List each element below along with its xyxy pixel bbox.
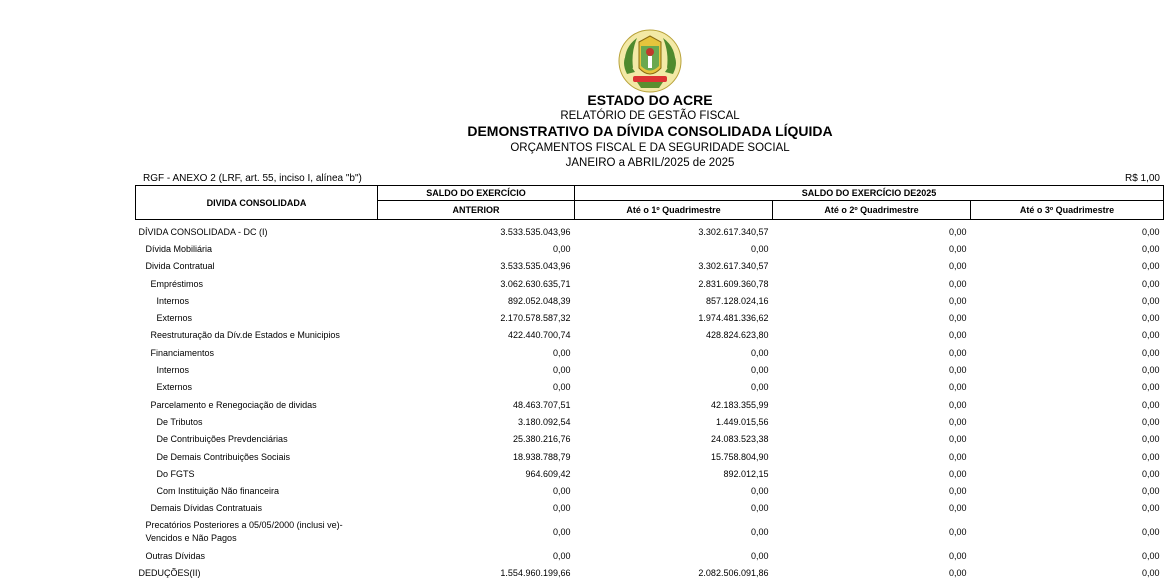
table-row (136, 547, 1164, 564)
row-label: Dívida Mobiliária (145, 243, 213, 254)
row-value-q2: 0,00 (948, 261, 967, 272)
row-value-q3: 0,00 (1141, 434, 1160, 445)
row-value-q3: 0,00 (1141, 226, 1160, 237)
row-value-q2: 0,00 (948, 330, 967, 341)
row-value-q3: 0,00 (1141, 468, 1160, 479)
table-row (136, 396, 1164, 413)
row-value-q1: 0,00 (750, 347, 769, 358)
column-header-group: SALDO DO EXERCÍCIO DE2025 (575, 186, 1164, 201)
row-label: Internos (156, 295, 190, 306)
row-value-q3: 0,00 (1141, 567, 1160, 578)
column-header-q3: Até o 3º Quadrimestre (971, 201, 1164, 220)
table-row (136, 309, 1164, 326)
row-value-q2: 0,00 (948, 486, 967, 497)
row-label: Empréstimos (150, 278, 204, 289)
row-value-q1: 0,00 (750, 527, 769, 538)
row-value-previous: 3.533.535.043,96 (500, 226, 571, 237)
row-value-previous: 0,00 (552, 243, 571, 254)
table-row (136, 275, 1164, 292)
debt-table (135, 185, 1164, 582)
row-label: Externos (156, 382, 193, 393)
row-value-q1: 24.083.523,38 (710, 434, 769, 445)
row-value-previous: 1.554.960.199,66 (500, 567, 571, 578)
report-name: RELATÓRIO DE GESTÃO FISCAL (560, 110, 740, 122)
row-value-previous: 964.609,42 (525, 468, 571, 479)
row-value-previous: 422.440.700,74 (507, 330, 571, 341)
table-row (136, 361, 1164, 378)
annex-reference: RGF - ANEXO 2 (LRF, art. 55, inciso I, alínea "b") (143, 173, 362, 184)
row-value-previous: 0,00 (552, 527, 571, 538)
row-value-q1: 0,00 (750, 365, 769, 376)
table-row (136, 327, 1164, 344)
row-value-previous: 3.062.630.635,71 (500, 278, 571, 289)
report-title: DEMONSTRATIVO DA DÍVIDA CONSOLIDADA LÍQUIDA (467, 123, 833, 139)
row-label: DÍVIDA CONSOLIDADA - DC (I) (138, 226, 268, 237)
row-value-previous: 25.380.216,76 (512, 434, 571, 445)
column-header-previous-line2: ANTERIOR (378, 201, 575, 220)
row-value-q3: 0,00 (1141, 550, 1160, 561)
row-value-q2: 0,00 (948, 295, 967, 306)
table-row (136, 344, 1164, 361)
row-value-previous: 3.533.535.043,96 (500, 261, 571, 272)
row-value-q1: 0,00 (750, 382, 769, 393)
table-row (136, 413, 1164, 430)
row-label: Precatórios Posteriores a 05/05/2000 (inclusi ve)-Vencidos e Não Pagos (145, 520, 343, 544)
row-value-q1: 0,00 (750, 550, 769, 561)
table-row (136, 379, 1164, 396)
row-value-q1: 428.824.623,80 (705, 330, 769, 341)
row-label: De Tributos (156, 416, 203, 427)
row-label: Demais Dívidas Contratuais (150, 503, 263, 514)
row-value-q2: 0,00 (948, 567, 967, 578)
row-value-q2: 0,00 (948, 434, 967, 445)
row-value-q1: 15.758.804,90 (710, 451, 769, 462)
row-value-q2: 0,00 (948, 243, 967, 254)
state-name: ESTADO DO ACRE (587, 92, 713, 108)
row-value-q1: 0,00 (750, 243, 769, 254)
row-value-q3: 0,00 (1141, 503, 1160, 514)
row-value-previous: 3.180.092,54 (517, 416, 571, 427)
row-label: De Contribuições Prevdenciárias (156, 434, 288, 445)
row-value-q3: 0,00 (1141, 313, 1160, 324)
row-value-previous: 0,00 (552, 486, 571, 497)
table-row (136, 465, 1164, 482)
row-value-previous: 2.170.578.587,32 (500, 313, 571, 324)
acre-coat-of-arms-icon (617, 28, 683, 94)
row-label: Financiamentos (150, 347, 215, 358)
row-value-q2: 0,00 (948, 399, 967, 410)
row-value-q3: 0,00 (1141, 330, 1160, 341)
table-row (136, 258, 1164, 275)
row-value-previous: 0,00 (552, 382, 571, 393)
row-value-q1: 0,00 (750, 503, 769, 514)
table-row (136, 482, 1164, 499)
row-value-q3: 0,00 (1141, 382, 1160, 393)
row-value-previous: 0,00 (552, 503, 571, 514)
row-value-q3: 0,00 (1141, 278, 1160, 289)
column-header-q2: Até o 2º Quadrimestre (773, 201, 971, 220)
row-value-q2: 0,00 (948, 503, 967, 514)
row-value-q2: 0,00 (948, 468, 967, 479)
row-value-q2: 0,00 (948, 451, 967, 462)
column-header-previous: SALDO DO EXERCÍCIO (378, 186, 575, 201)
row-value-q2: 0,00 (948, 527, 967, 538)
table-row (136, 564, 1164, 581)
row-value-q3: 0,00 (1141, 486, 1160, 497)
row-value-q2: 0,00 (948, 365, 967, 376)
row-value-q3: 0,00 (1141, 399, 1160, 410)
row-value-previous: 0,00 (552, 347, 571, 358)
row-value-previous: 0,00 (552, 365, 571, 376)
row-label: Internos (156, 365, 190, 376)
row-label: Reestruturação da Dív.de Estados e Municipios (150, 330, 340, 341)
row-value-q1: 1.974.481.336,62 (698, 313, 769, 324)
row-label: Com Instituição Não financeira (156, 486, 280, 497)
row-value-q3: 0,00 (1141, 451, 1160, 462)
row-label: DEDUÇÕES(II) (138, 567, 201, 578)
table-row (136, 448, 1164, 465)
row-label: Parcelamento e Renegociação de dividas (150, 399, 317, 410)
row-value-q2: 0,00 (948, 416, 967, 427)
row-value-q1: 892.012,15 (723, 468, 769, 479)
row-value-q1: 2.082.506.091,86 (698, 567, 769, 578)
row-value-q1: 1.449.015,56 (715, 416, 769, 427)
row-value-q3: 0,00 (1141, 527, 1160, 538)
row-value-q1: 857.128.024,16 (705, 295, 769, 306)
row-value-q2: 0,00 (948, 347, 967, 358)
row-value-previous: 48.463.707,51 (512, 399, 571, 410)
table-row (136, 220, 1164, 241)
row-value-previous: 892.052.048,39 (507, 295, 571, 306)
row-label: De Demais Contribuições Sociais (156, 451, 291, 462)
row-value-q3: 0,00 (1141, 261, 1160, 272)
row-value-q3: 0,00 (1141, 243, 1160, 254)
row-value-q1: 42.183.355,99 (710, 399, 769, 410)
row-value-q3: 0,00 (1141, 295, 1160, 306)
row-value-previous: 18.938.788,79 (512, 451, 571, 462)
row-value-previous: 0,00 (552, 550, 571, 561)
row-label: Do FGTS (156, 468, 195, 479)
row-value-q1: 2.831.609.360,78 (698, 278, 769, 289)
row-value-q1: 3.302.617.340,57 (698, 226, 769, 237)
row-value-q3: 0,00 (1141, 416, 1160, 427)
row-label: Outras Dívidas (145, 550, 206, 561)
row-value-q2: 0,00 (948, 278, 967, 289)
report-subtitle: ORÇAMENTOS FISCAL E DA SEGURIDADE SOCIAL (510, 142, 790, 154)
table-row (136, 431, 1164, 448)
column-header-q1: Até o 1º Quadrimestre (575, 201, 773, 220)
row-value-q2: 0,00 (948, 313, 967, 324)
row-label: Externos (156, 313, 193, 324)
row-value-q2: 0,00 (948, 226, 967, 237)
row-value-q3: 0,00 (1141, 365, 1160, 376)
row-value-q2: 0,00 (948, 382, 967, 393)
row-value-q2: 0,00 (948, 550, 967, 561)
table-row (136, 240, 1164, 257)
report-period: JANEIRO a ABRIL/2025 de 2025 (565, 157, 735, 169)
table-row (136, 517, 1164, 547)
row-label: Divida Contratual (145, 261, 215, 272)
table-row (136, 500, 1164, 517)
table-row (136, 292, 1164, 309)
row-value-q3: 0,00 (1141, 347, 1160, 358)
row-value-q1: 3.302.617.340,57 (698, 261, 769, 272)
currency-unit: R$ 1,00 (1124, 173, 1160, 184)
row-value-q1: 0,00 (750, 486, 769, 497)
column-header-description: DIVIDA CONSOLIDADA (136, 186, 378, 220)
